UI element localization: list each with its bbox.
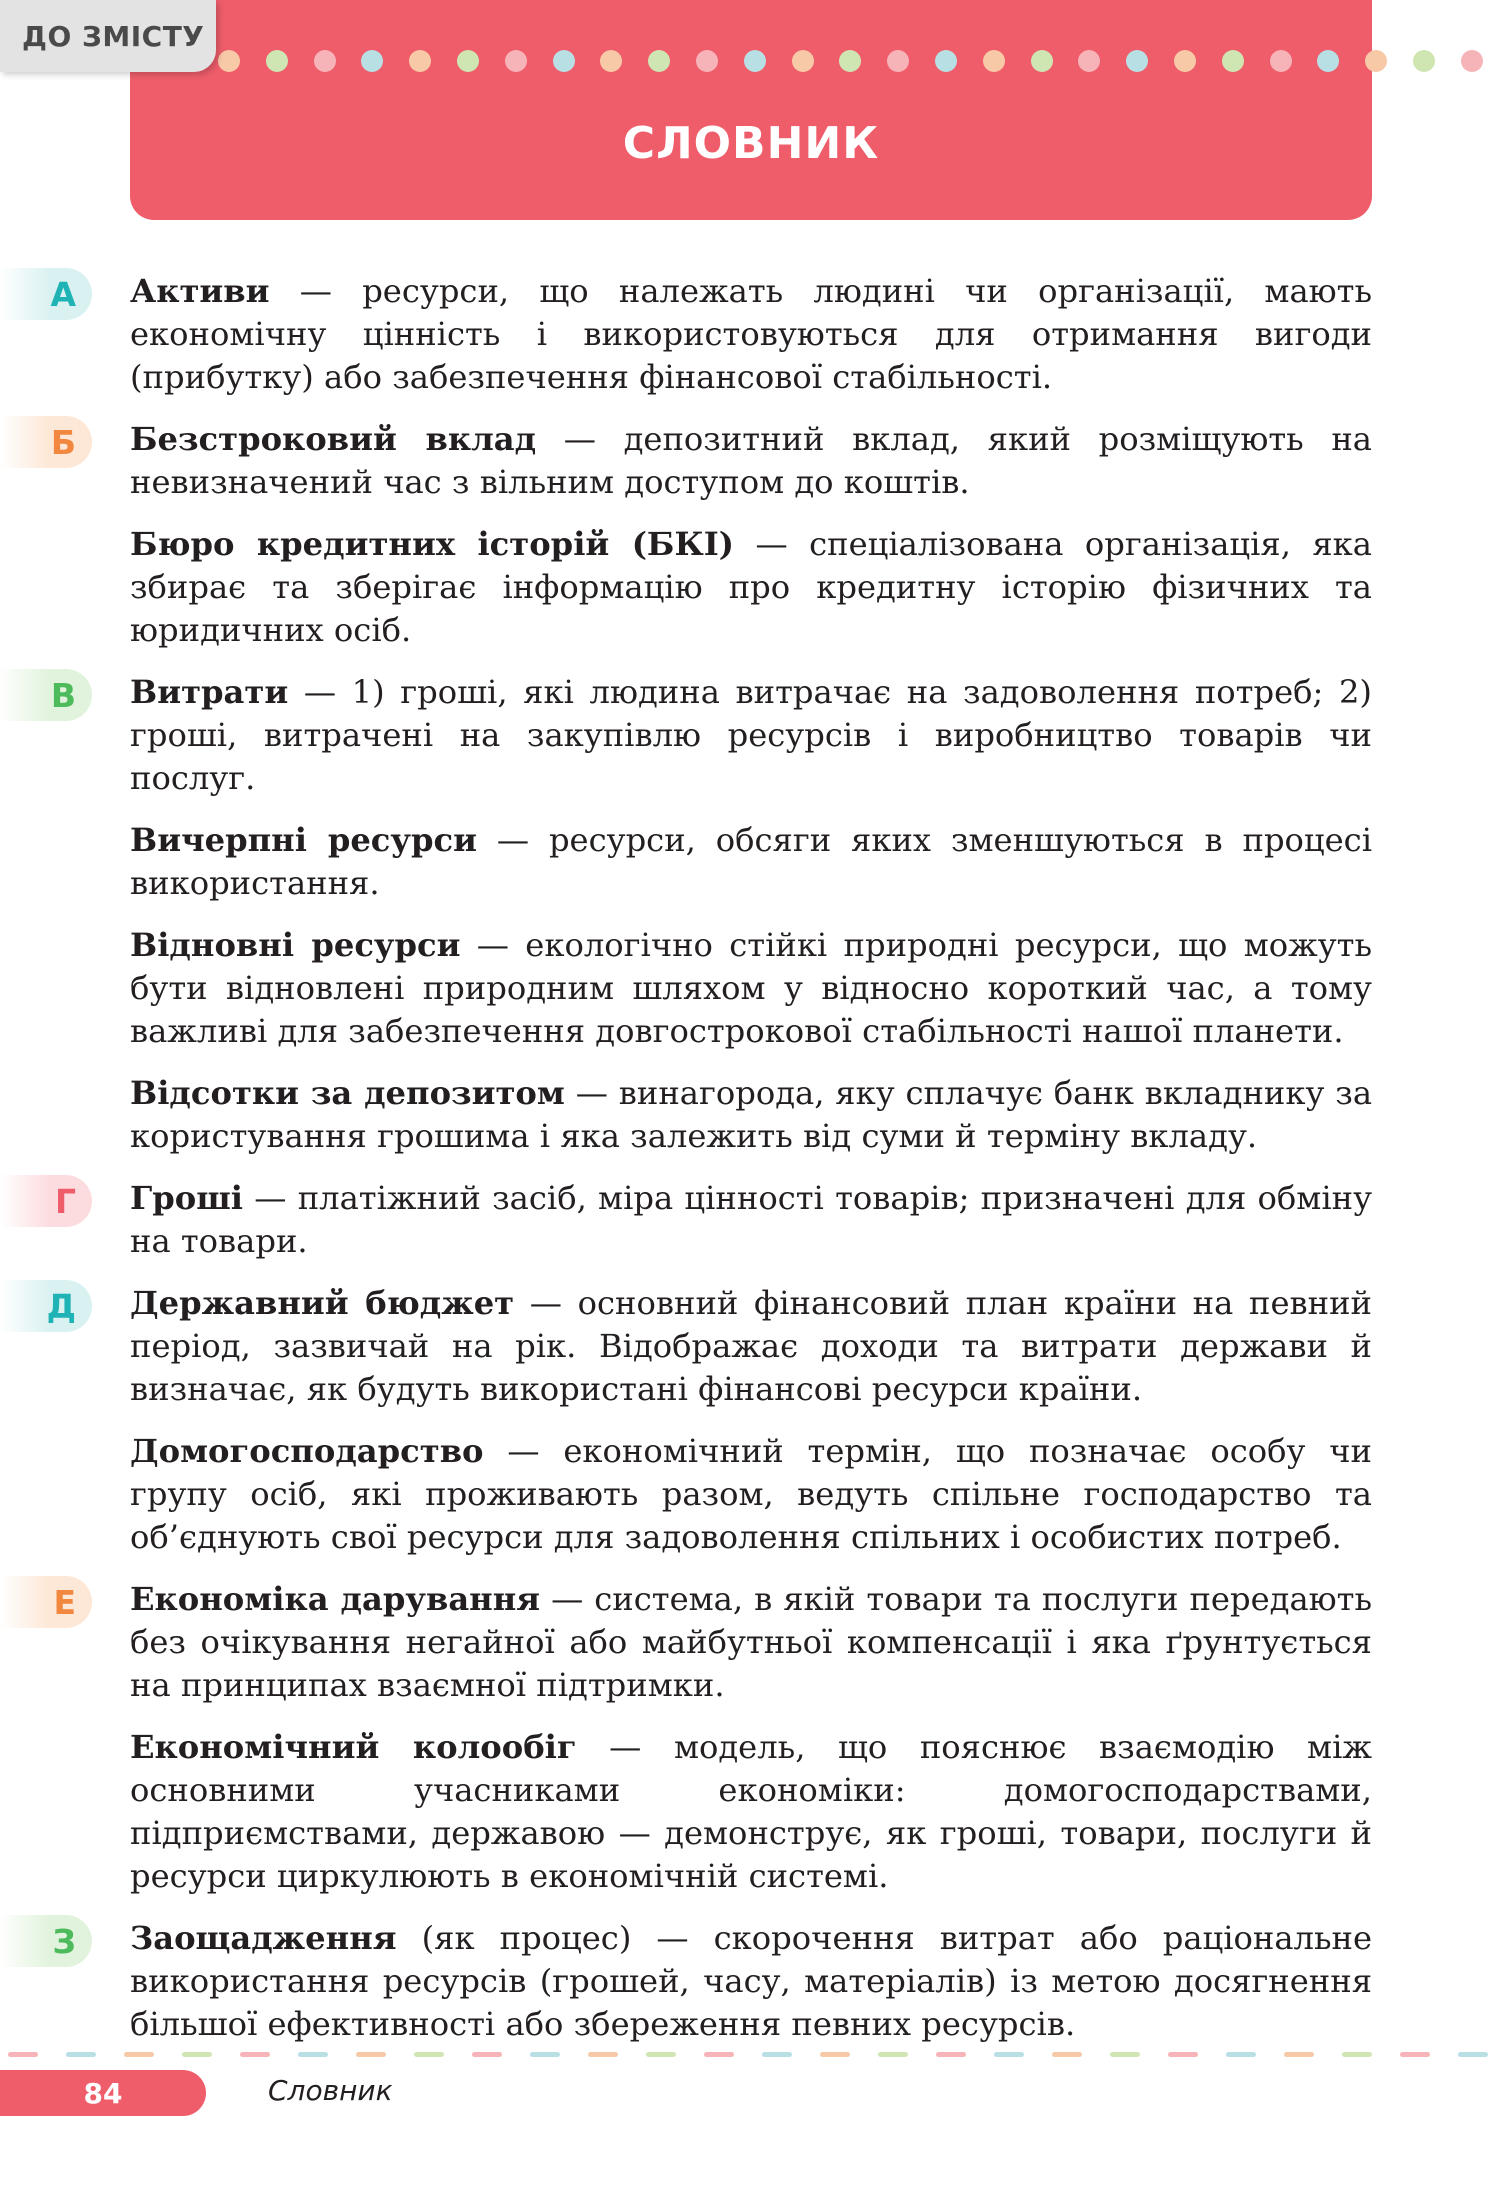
decorative-dot [1031,50,1053,72]
decorative-dot [1270,50,1292,72]
glossary-entry: Вичерпні ресурси — ресурси, обсяги яких зменшуються в процесі використання. [130,821,1372,902]
decorative-dot [744,50,766,72]
footer-dash [762,2052,792,2057]
glossary-term: Економіка дарування [130,1580,541,1618]
glossary-list [46,270,1373,2065]
footer-dash [1052,2052,1082,2057]
glossary-definition: основний фінансовий план країни на певний період, зазвичай на рік. Відображає доходи та витрати держави й визначає, як будуть використані фінансові ресурси країни. [130,1284,1372,1408]
glossary-term: Бюро кредитних історій (БКІ) [130,525,735,563]
glossary-term: Безстроковий вклад [130,420,537,458]
footer-dash [66,2052,96,2057]
glossary-definition: депозитний вклад, який розміщують на невизначений час з вільним доступом до коштів. [130,420,1372,501]
glossary-term: Відновні ресурси [130,926,461,964]
glossary-definition: модель, що пояснює взаємодію між основними учасниками економіки: домогосподарствами, підприємствами, державою — демонструє, як гроші, товари, послуги й ресурси циркулюють в економічній системі. [130,1728,1372,1895]
glossary-definition: ресурси, обсяги яких зменшуються в процесі використання. [130,821,1372,902]
decorative-dot [314,50,336,72]
letter-tab: З [0,1915,92,1967]
footer-dash [820,2052,850,2057]
decorative-dot [600,50,622,72]
glossary-definition: 1) гроші, які людина витрачає на задоволення потреб; 2) гроші, витрачені на закупівлю ресурсів і виробництво товарів чи послуг. [130,673,1372,797]
decorative-dot [457,50,479,72]
letter-tab: В [0,669,92,721]
glossary-entry: Г Гроші — платіжний засіб, міра цінності товарів; призначені для обміну на товари. [130,1177,1372,1263]
footer-dash [936,2052,966,2057]
glossary-entry: Б Безстроковий вклад — депозитний вклад, який розміщують на невизначений час з вільним доступом до коштів. [130,418,1372,504]
glossary-entry: Відсотки за депозитом — винагорода, яку сплачує банк вкладнику за користування грошима і яка залежить від суми й терміну вкладу. [130,1074,1373,1155]
glossary-term: Заощадження [130,1919,397,1957]
decorative-dot [983,50,1005,72]
glossary-term: Домогосподарство [130,1432,484,1470]
decorative-dot [1365,50,1387,72]
glossary-entry: З Заощадження (як процес) — скорочення витрат або раціональне використання ресурсів (грошей, часу, матеріалів) із метою досягнення більшої ефективності або збереження певних ресурсів. [130,1917,1372,2046]
glossary-entry: Відновні ресурси — екологічно стійкі природні ресурси, що можуть бути відновлені природним шляхом у відносно короткий час, а тому важливі для забезпечення довгострокової стабільності нашої планети. [130,926,1372,1050]
footer-dash [704,2052,734,2057]
decorative-dot [696,50,718,72]
glossary-term-note: (як процес) [421,1919,632,1957]
footer-dash [1458,2052,1488,2057]
decorative-dot [1413,50,1435,72]
glossary-entry: Економічний колообіг — модель, що пояснює взаємодію між основними учасниками економіки: домогосподарствами, підприємствами, державою — демонструє, як гроші, товари, послуги й ресурси циркулюють в економічній системі. [130,1728,1372,1895]
glossary-definition: система, в якій товари та послуги передають без очікування негайної або майбутньої компенсації і яка ґрунтується на принципах взаємної підтримки. [130,1580,1372,1704]
footer-dash [240,2052,270,2057]
glossary-term: Державний бюджет [130,1284,515,1322]
footer-dash [994,2052,1024,2057]
glossary-term: Вичерпні ресурси [130,821,477,859]
decorative-dot [1461,50,1483,72]
decorative-dot [361,50,383,72]
glossary-definition: ресурси, що належать людині чи організації, мають економічну цінність і використовуються для отримання вигоди (прибутку) або забезпечення фінансової стабільності. [130,272,1372,396]
footer-dash [1284,2052,1314,2057]
letter-tab: Д [0,1280,92,1332]
footer-dash [1226,2052,1256,2057]
glossary-definition: спеціалізована організація, яка збирає та зберігає інформацію про кредитну історію фізичних та юридичних осіб. [130,525,1372,649]
glossary-term: Економічний колообіг [130,1728,577,1766]
glossary-entry: Е Економіка дарування — система, в якій товари та послуги передають без очікування негайної або майбутньої компенсації і яка ґрунтується на принципах взаємної підтримки. [130,1578,1372,1707]
footer-dash [8,2052,38,2057]
decorative-dot [1078,50,1100,72]
footer-dash [124,2052,154,2057]
footer-section-label: Словник [268,2074,393,2107]
footer-dash [588,2052,618,2057]
letter-tab: Г [0,1175,92,1227]
letter-tab: А [0,268,92,320]
footer-dash [182,2052,212,2057]
decorative-dot [839,50,861,72]
decorative-dot [648,50,670,72]
footer-dash [878,2052,908,2057]
footer-dash [414,2052,444,2057]
decorative-dot [1126,50,1148,72]
glossary-term: Витрати [130,673,289,711]
footer-divider [0,2052,1500,2058]
decorative-dot [1222,50,1244,72]
decorative-dot [218,50,240,72]
glossary-entry: Домогосподарство — економічний термін, що позначає особу чи групу осіб, які проживають разом, ведуть спільне господарство та об’єднують свої ресурси для задоволення спільних і особистих потреб. [130,1432,1372,1556]
decorative-dot [409,50,431,72]
decorative-dot [887,50,909,72]
decorative-dot [553,50,575,72]
decorative-dot [505,50,527,72]
footer-dash [1400,2052,1430,2057]
glossary-entry: Бюро кредитних історій (БКІ) — спеціалізована організація, яка збирає та зберігає інформацію про кредитну історію фізичних та юридичних осіб. [130,525,1372,649]
footer-dash [646,2052,676,2057]
letter-tab: Е [0,1576,92,1628]
decorative-dot [792,50,814,72]
page-number-badge: 84 [0,2070,206,2116]
footer-dash [1168,2052,1198,2057]
decorative-dots [0,0,1500,120]
glossary-definition: винагорода, яку сплачує банк вкладнику за користування грошима і яка залежить від суми й терміну вкладу. [130,1074,1373,1155]
decorative-dot [1174,50,1196,72]
decorative-dot [935,50,957,72]
footer-dash [1342,2052,1372,2057]
glossary-entry: В Витрати — 1) гроші, які людина витрачає на задоволення потреб; 2) гроші, витрачені на закупівлю ресурсів і виробництво товарів чи послуг. [130,671,1372,800]
footer-dash [530,2052,560,2057]
glossary-definition: економічний термін, що позначає особу чи групу осіб, які проживають разом, ведуть спільне господарство та об’єднують свої ресурси для задоволення спільних і особистих потреб. [130,1432,1372,1556]
decorative-dot [266,50,288,72]
glossary-term: Гроші [130,1179,244,1217]
footer-dash [298,2052,328,2057]
glossary-term: Відсотки за депозитом [130,1074,565,1112]
footer-dash [472,2052,502,2057]
decorative-dot [1317,50,1339,72]
glossary-entry: Д Державний бюджет — основний фінансовий план країни на певний період, зазвичай на рік. Відображає доходи та витрати держави й визначає, як будуть використані фінансові ресурси країни. [130,1282,1372,1411]
footer-dash [356,2052,386,2057]
footer-dash [1110,2052,1140,2057]
glossary-definition: платіжний засіб, міра цінності товарів; призначені для обміну на товари. [130,1179,1373,1260]
to-contents-button[interactable]: ДО ЗМІСТУ [0,0,216,72]
glossary-entry: А Активи — ресурси, що належать людині чи організації, мають економічну цінність і використовуються для отримання вигоди (прибутку) або забезпечення фінансової стабільності. [130,270,1372,399]
letter-tab: Б [0,416,92,468]
glossary-definition: екологічно стійкі природні ресурси, що можуть бути відновлені природним шляхом у відносно короткий час, а тому важливі для забезпечення довгострокової стабільності нашої планети. [130,926,1372,1050]
glossary-definition: скорочення витрат або раціональне використання ресурсів (грошей, часу, матеріалів) із метою досягнення більшої ефективності або збереження певних ресурсів. [130,1919,1373,2043]
glossary-term: Активи [130,272,270,310]
page-title: СЛОВНИК [622,118,880,169]
